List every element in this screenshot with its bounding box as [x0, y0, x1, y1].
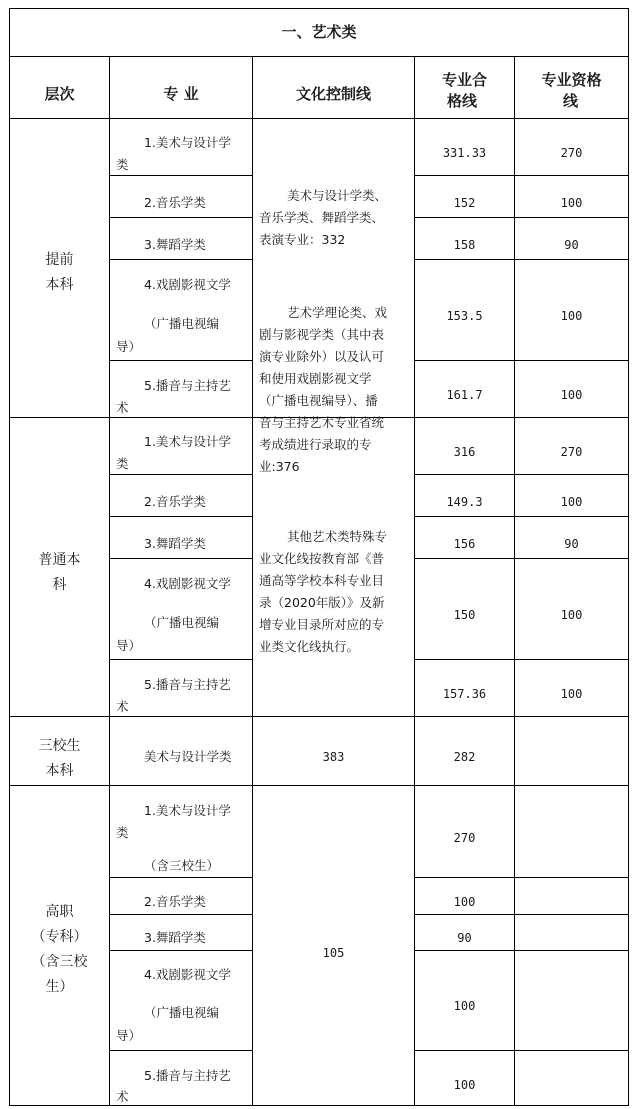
pass-line-value: 282	[453, 750, 476, 764]
pass-line-value: 100	[453, 999, 476, 1013]
pass-line-value: 90	[457, 931, 472, 945]
major-sanxiao-art-design: 美术与设计学类	[144, 749, 232, 764]
control-text-art-music-dance: 美术与设计学类、 音乐学类、舞蹈学类、 表演专业：332	[259, 188, 388, 247]
major-art-design: 1.美术与设计学	[144, 434, 231, 449]
pass-line-value: 157.36	[442, 687, 487, 701]
major-drama: 4.戏剧影视文学	[144, 576, 231, 591]
major-broadcast: 5.播音与主持艺	[144, 677, 231, 692]
qualify-line-value: 270	[560, 146, 583, 160]
qualify-line-value: 100	[560, 196, 583, 210]
major-art-design-cont: 类	[116, 157, 129, 172]
qualify-line-value: 100	[560, 608, 583, 622]
header-qualify-line: 专业资格 线	[541, 71, 602, 110]
control-value-vocational: 105	[322, 946, 345, 960]
major-dance: 3.舞蹈学类	[144, 930, 206, 945]
major-drama-cont: （广播电视编	[144, 615, 220, 630]
pass-line-value: 161.7	[446, 388, 483, 402]
major-broadcast-cont: 术	[116, 400, 129, 415]
qualify-line-value: 100	[560, 687, 583, 701]
major-dance: 3.舞蹈学类	[144, 536, 206, 551]
major-art-design-cont: 类	[116, 456, 129, 471]
pass-line-value: 153.5	[446, 309, 483, 323]
major-drama-cont: 导）	[116, 339, 142, 354]
pass-line-value: 158	[453, 238, 476, 252]
header-control-line: 文化控制线	[295, 85, 371, 103]
level-regular-undergrad: 普通本 科	[38, 552, 81, 593]
pass-line-value: 331.33	[442, 146, 487, 160]
major-music: 2.音乐学类	[144, 195, 206, 210]
major-drama: 4.戏剧影视文学	[144, 967, 231, 982]
header-pass-line: 专业合 格线	[441, 71, 487, 110]
pass-line-value: 156	[453, 537, 476, 551]
major-drama-cont: （广播电视编	[144, 316, 220, 331]
control-text-other-special: 其他艺术类特殊专 业文化线按教育部《普 通高等学校本科专业目 录（2020年版）》及新 增专业目录所对应的专 业类文化线执行。	[259, 529, 388, 654]
major-drama-cont: 导）	[116, 1028, 142, 1043]
pass-line-value: 149.3	[446, 495, 483, 509]
pass-line-value: 100	[453, 1078, 476, 1092]
major-art-design: 1.美术与设计学	[144, 803, 231, 818]
pass-line-value: 150	[453, 608, 476, 622]
qualify-line-value: 90	[564, 238, 579, 252]
level-sanxiao-undergrad: 三校生 本科	[38, 738, 81, 779]
major-broadcast: 5.播音与主持艺	[144, 378, 231, 393]
major-art-design: 1.美术与设计学	[144, 135, 231, 150]
pass-line-value: 270	[453, 831, 476, 845]
major-art-design-cont: 类	[116, 825, 129, 840]
pass-line-value: 316	[453, 445, 476, 459]
major-broadcast-cont: 术	[116, 699, 129, 714]
major-broadcast-cont: 术	[116, 1089, 129, 1104]
control-text-theory-drama: 艺术学理论类、戏 剧与影视学类（其中表 演专业除外）以及认可 和使用戏剧影视文学 （广播电视编导）、播 音与主持艺术专业省统 考成绩进行录取的专 业:376	[259, 305, 388, 474]
qualify-line-value: 90	[564, 537, 579, 551]
major-music: 2.音乐学类	[144, 494, 206, 509]
qualify-line-value: 270	[560, 445, 583, 459]
qualify-line-value: 100	[560, 388, 583, 402]
major-drama: 4.戏剧影视文学	[144, 277, 231, 292]
level-advance-undergrad: 提前 本科	[45, 252, 74, 293]
table-title: 一、艺术类	[281, 23, 357, 41]
major-music: 2.音乐学类	[144, 894, 206, 909]
level-vocational: 高职 （专科） （含三校 生）	[31, 904, 88, 995]
header-level: 层次	[44, 85, 75, 103]
pass-line-value: 152	[453, 196, 476, 210]
major-drama-cont: 导）	[116, 638, 142, 653]
qualify-line-value: 100	[560, 309, 583, 323]
qualify-line-value: 100	[560, 495, 583, 509]
control-value-sanxiao: 383	[322, 750, 345, 764]
major-incl-sanxiao: （含三校生）	[144, 858, 220, 873]
header-major: 专 业	[163, 85, 199, 103]
major-dance: 3.舞蹈学类	[144, 237, 206, 252]
major-broadcast: 5.播音与主持艺	[144, 1068, 231, 1083]
major-drama-cont: （广播电视编	[144, 1005, 220, 1020]
pass-line-value: 100	[453, 895, 476, 909]
